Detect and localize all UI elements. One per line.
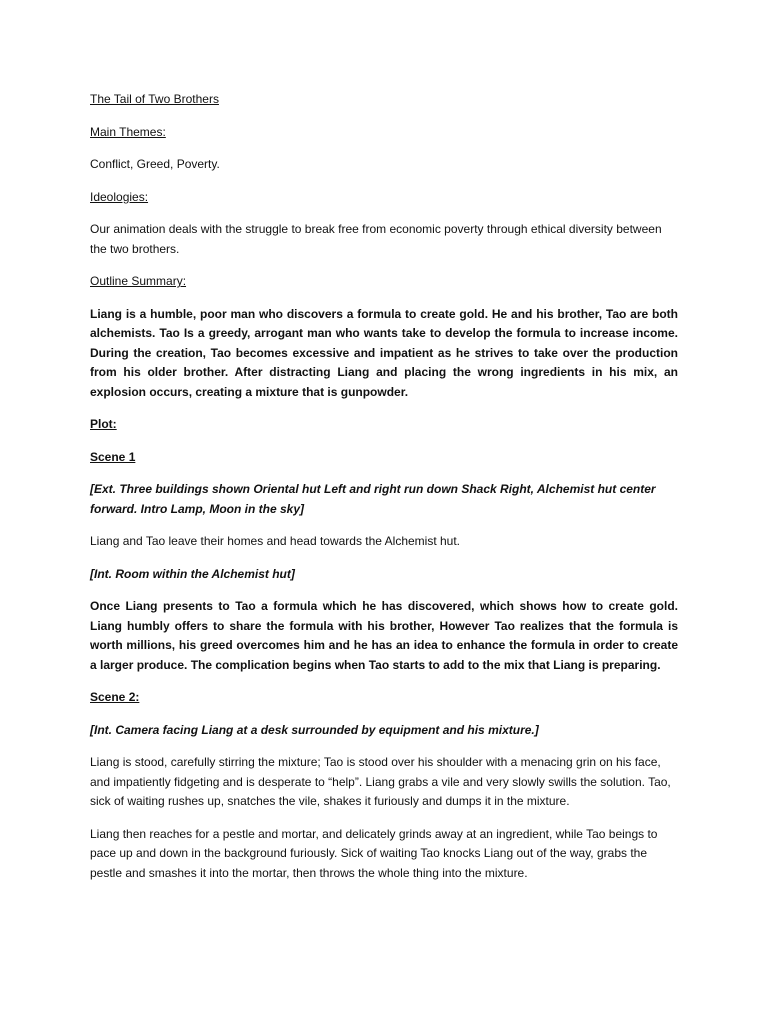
document-page	[90, 90, 678, 896]
scene-1-text-leave-homes: Liang and Tao leave their homes and head towards the Alchemist hut.	[90, 534, 461, 548]
main-themes-text: Conflict, Greed, Poverty.	[90, 157, 220, 171]
scene-1-stage-direction-exterior: [Ext. Three buildings shown Oriental hut Left and right run down Shack Right, Alchemist hut center forward. Intro Lamp, Moon in the sky]	[90, 482, 656, 516]
ideologies-text: Our animation deals with the struggle to break free from economic poverty through ethical diversity between the two brothers.	[90, 222, 662, 256]
scene-1-stage-direction-interior: [Int. Room within the Alchemist hut]	[90, 566, 295, 581]
main-themes-heading: Main Themes:	[90, 124, 166, 139]
outline-summary-text: Liang is a humble, poor man who discovers a formula to create gold. He and his brother, Tao are both alchemists. Tao Is a greedy, arrogant man who wants take to develop the formula to increase income. During the creation, Tao becomes excessive and impatient as he strives to take over the production from his older brother. After distracting Liang and placing the wrong ingredients in his mix, an explosion occurs, creating a mixture that is gunpowder.	[90, 306, 678, 399]
scene-2-stage-direction: [Int. Camera facing Liang at a desk surrounded by equipment and his mixture.]	[90, 722, 539, 737]
plot-heading: Plot:	[90, 417, 117, 431]
scene-2-heading: Scene 2:	[90, 690, 140, 704]
document-title: The Tail of Two Brothers	[90, 92, 219, 106]
scene-1-text-formula: Once Liang presents to Tao a formula which he has discovered, which shows how to create gold. Liang humbly offers to share the formula with his brother, However Tao realizes that the formula is worth millions, his greed overcomes him and he has an idea to enhance the formula in order to create a larger produce. The complication begins when Tao starts to add to the mix that Liang is preparing.	[90, 599, 678, 672]
ideologies-heading: Ideologies:	[90, 189, 149, 204]
scene-1-heading: Scene 1	[90, 449, 136, 464]
scene-2-text-stirring: Liang is stood, carefully stirring the mixture; Tao is stood over his shoulder with a menacing grin on his face, and impatiently fidgeting and is desperate to “help”. Liang grabs a vile and very slowly swills the solution. Tao, sick of waiting rushes up, snatches the vile, shakes it furiously and dumps it in the mixture.	[90, 755, 671, 808]
outline-summary-heading: Outline Summary:	[90, 274, 187, 288]
scene-2-text-pestle: Liang then reaches for a pestle and mortar, and delicately grinds away at an ingredient, while Tao beings to pace up and down in the background furiously. Sick of waiting Tao knocks Liang out of the way, grabs the pestle and smashes it into the mortar, then throws the whole thing into the mixture.	[90, 826, 658, 880]
